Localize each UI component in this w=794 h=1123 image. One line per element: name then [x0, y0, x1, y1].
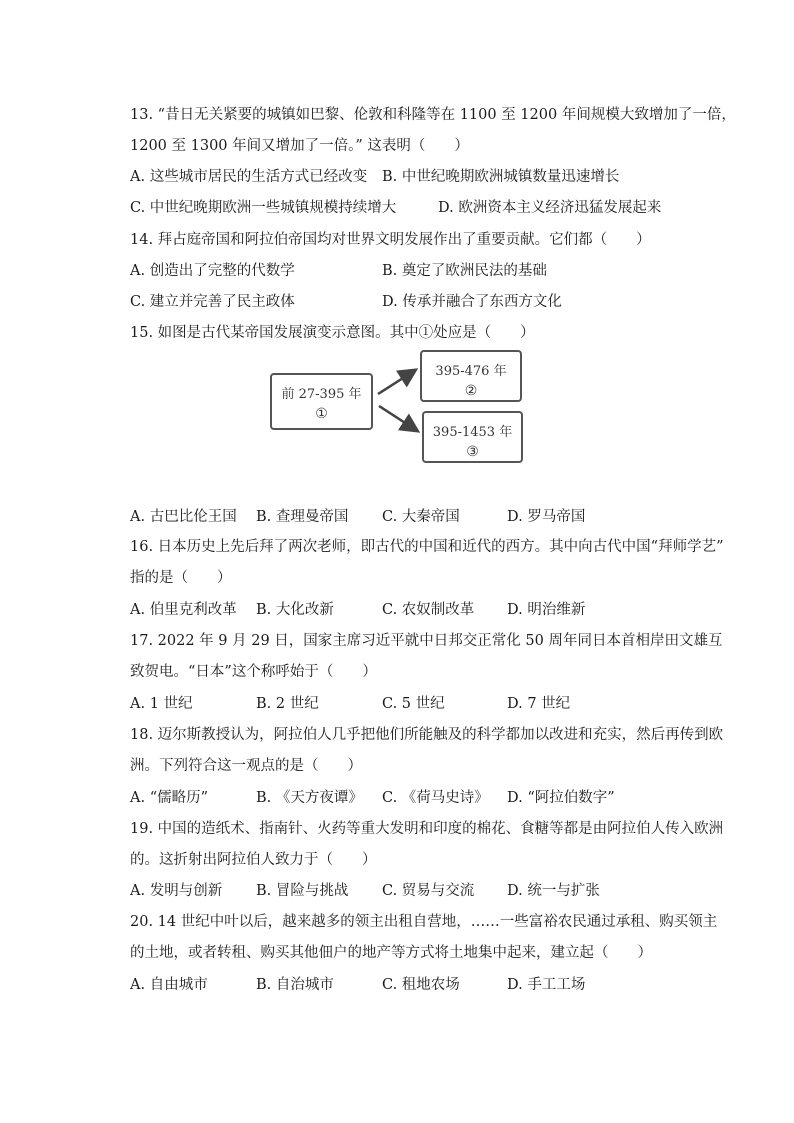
diagram-box-2	[420, 350, 522, 402]
q18-option-a[interactable]: A. “儒略历”	[130, 790, 209, 806]
q20-stem-line1: 20. 14 世纪中叶以后，越来越多的领主出租自营地，……一些富裕农民通过承租、购买领主	[130, 914, 718, 930]
q13-stem-line1: 13. “昔日无关紧要的城镇如巴黎、伦敦和科隆等在 1100 至 1200 年间规模大致增加了一倍，	[130, 107, 736, 123]
q14-option-a[interactable]: A. 创造出了完整的代数学	[130, 263, 295, 279]
q18-stem-line1: 18. 迈尔斯教授认为，阿拉伯人几乎把他们所能触及的科学都加以改进和充实，然后再传到欧	[130, 727, 724, 743]
q19-option-a[interactable]: A. 发明与创新	[130, 883, 223, 899]
q15-option-a[interactable]: A. 古巴比伦王国	[130, 509, 237, 525]
q14-option-c[interactable]: C. 建立并完善了民主政体	[130, 294, 295, 310]
q16-option-b[interactable]: B. 大化改新	[256, 602, 334, 618]
q17-stem-line1: 17. 2022 年 9 月 29 日，国家主席习近平就中日邦交正常化 50 周年同日本首相岸田文雄互	[130, 633, 723, 649]
q14-stem: 14. 拜占庭帝国和阿拉伯帝国均对世界文明发展作出了重要贡献。它们都（ ）	[130, 232, 651, 248]
q19-option-d[interactable]: D. 统一与扩张	[507, 883, 600, 899]
box1-mark: ①	[315, 406, 328, 422]
arrow-up-icon	[378, 371, 414, 394]
q18-option-d[interactable]: D. “阿拉伯数字”	[507, 790, 615, 806]
box1-years: 前 27-395 年	[281, 387, 362, 402]
box3-mark: ③	[466, 444, 479, 460]
q19-stem-line1: 19. 中国的造纸术、指南针、火药等重大发明和印度的棉花、食糖等都是由阿拉伯人传入欧洲	[130, 821, 724, 837]
arrow-down-icon	[379, 406, 416, 430]
q19-option-b[interactable]: B. 冒险与挑战	[256, 883, 349, 899]
q13-option-c[interactable]: C. 中世纪晚期欧洲一些城镇规模持续增大	[130, 200, 397, 216]
q17-option-c[interactable]: C. 5 世纪	[382, 696, 445, 712]
q14-option-d[interactable]: D. 传承并融合了东西方文化	[382, 294, 562, 310]
q18-option-b[interactable]: B. 《天方夜谭》	[256, 790, 363, 806]
q18-option-c[interactable]: C. 《荷马史诗》	[382, 790, 489, 806]
box2-years: 395-476 年	[435, 364, 507, 379]
q17-stem-line2: 致贺电。“日本”这个称呼始于（ ）	[130, 664, 377, 680]
q14-option-b[interactable]: B. 奠定了欧洲民法的基础	[382, 263, 547, 279]
q20-option-b[interactable]: B. 自治城市	[256, 977, 334, 993]
q16-stem-line2: 指的是（ ）	[130, 570, 232, 586]
box2-mark: ②	[464, 383, 478, 399]
q15-option-c[interactable]: C. 大秦帝国	[382, 509, 460, 525]
q17-option-b[interactable]: B. 2 世纪	[256, 696, 319, 712]
q13-option-d[interactable]: D. 欧洲资本主义经济迅猛发展起来	[438, 200, 662, 216]
diagram-box-1	[270, 373, 373, 430]
q16-option-a[interactable]: A. 伯里克利改革	[130, 602, 237, 618]
q15-option-d[interactable]: D. 罗马帝国	[507, 509, 586, 525]
q16-stem-line1: 16. 日本历史上先后拜了两次老师，即古代的中国和近代的西方。其中向古代中国“拜师学艺”	[130, 539, 724, 555]
q20-option-c[interactable]: C. 租地农场	[382, 977, 460, 993]
q19-option-c[interactable]: C. 贸易与交流	[382, 883, 475, 899]
q20-option-d[interactable]: D. 手工工场	[507, 977, 586, 993]
q15-stem: 15. 如图是古代某帝国发展演变示意图。其中①处应是（ ）	[130, 325, 535, 341]
q13-option-a[interactable]: A. 这些城市居民的生活方式已经改变	[130, 169, 368, 185]
q15-option-b[interactable]: B. 查理曼帝国	[256, 509, 349, 525]
q16-option-c[interactable]: C. 农奴制改革	[382, 602, 475, 618]
q17-option-a[interactable]: A. 1 世纪	[130, 696, 193, 712]
q18-stem-line2: 洲。下列符合这一观点的是（ ）	[130, 758, 362, 774]
q16-option-d[interactable]: D. 明治维新	[507, 602, 586, 618]
q19-stem-line2: 的。这折射出阿拉伯人致力于（ ）	[130, 852, 377, 868]
diagram-box-3	[422, 411, 523, 463]
box3-years: 395-1453 年	[432, 425, 513, 440]
q17-option-d[interactable]: D. 7 世纪	[507, 696, 571, 712]
q20-stem-line2: 的土地，或者转租、购买其他佃户的地产等方式将土地集中起来，建立起（ ）	[130, 945, 652, 961]
q13-option-b[interactable]: B. 中世纪晚期欧洲城镇数量迅速增长	[382, 169, 620, 185]
q13-stem-line2: 1200 至 1300 年间又增加了一倍。” 这表明（ ）	[130, 138, 469, 154]
q20-option-a[interactable]: A. 自由城市	[130, 977, 208, 993]
